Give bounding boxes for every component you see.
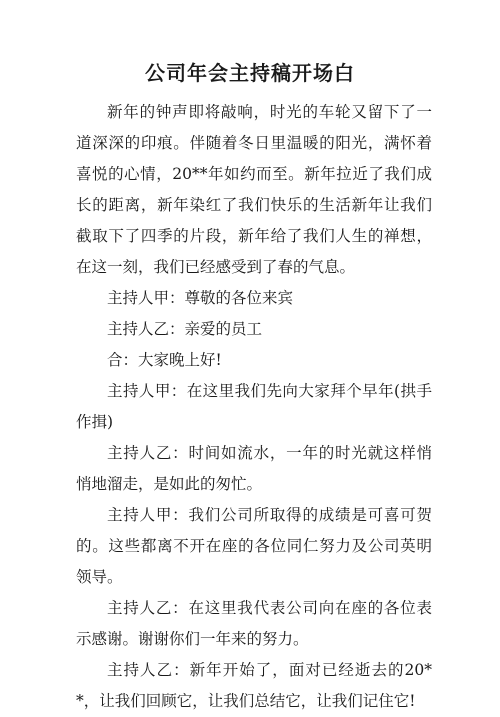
intro-paragraph: 新年的钟声即将敲响，时光的车轮又留下了一道深深的印痕。伴随着冬日里温暖的阳光，满怀着喜悦的心情，20**年如约而至。新年拉近了我们成长的距离，新年染红了我们快乐的生活新年让我们截取下了四季的片段，新年给了我们人生的禅想，在这一刻，我们已经感受到了春的气息。: [76, 103, 432, 276]
dialogue-line: 主持人甲：我们公司所取得的成绩是可喜可贺的。这些都离不开在座的各位同仁努力及公司英明领导。: [76, 506, 432, 586]
dialogue-line: 主持人乙：新年开始了，面对已经逝去的20**，让我们回顾它，让我们总结它，让我们记住它!: [76, 661, 432, 710]
dialogue-line: 主持人甲：尊敬的各位来宾: [107, 289, 294, 307]
dialogue-line: 主持人甲：在这里我们先向大家拜个早年(拱手作揖): [76, 382, 432, 431]
dialogue-line: 合：大家晚上好!: [107, 351, 222, 369]
document-body: [76, 97, 432, 717]
dialogue-line: 主持人乙：在这里我代表公司向在座的各位表示感谢。谢谢你们一年来的努力。: [76, 599, 432, 648]
page-title: 公司年会主持稿开场白: [145, 61, 355, 85]
dialogue-line: 主持人乙：亲爱的员工: [107, 320, 263, 338]
dialogue-line: 主持人乙：时间如流水，一年的时光就这样悄悄地溜走，是如此的匆忙。: [76, 444, 432, 493]
